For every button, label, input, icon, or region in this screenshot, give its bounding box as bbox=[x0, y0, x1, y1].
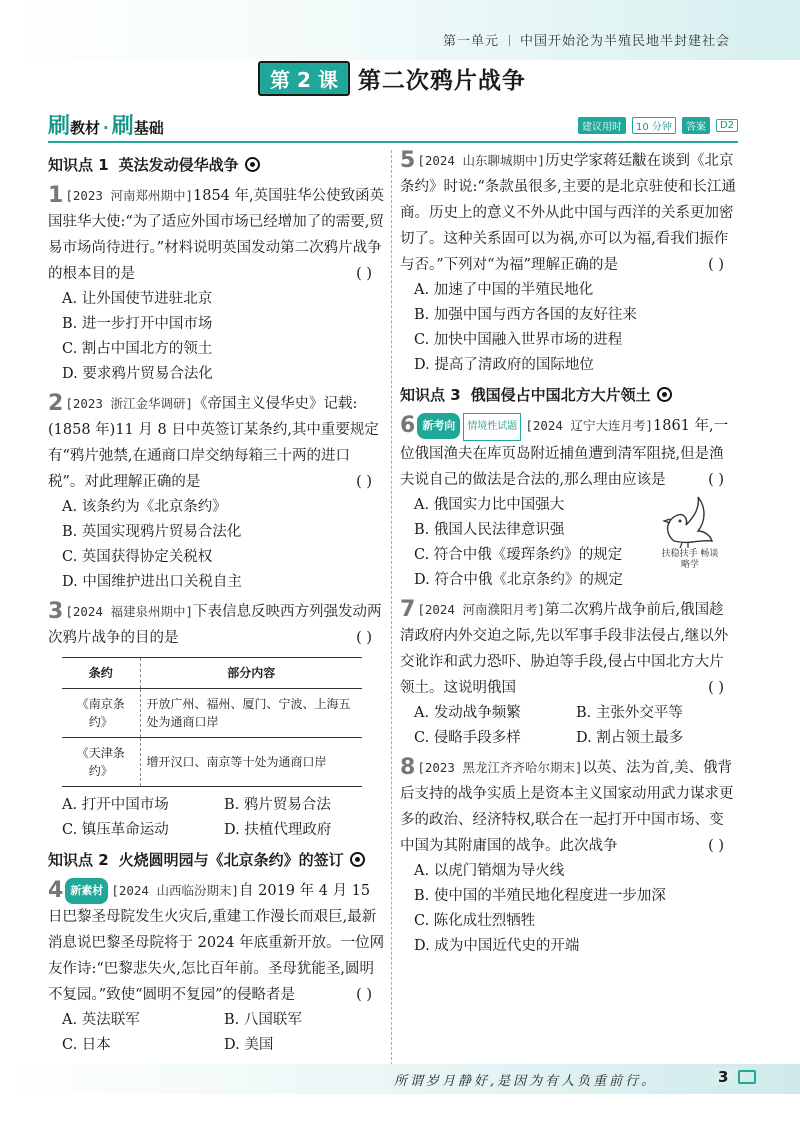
treaty-table bbox=[62, 657, 362, 787]
question-source: [2024 河南濮阳月考] bbox=[417, 602, 545, 617]
question-source: [2024 福建泉州期中] bbox=[65, 604, 193, 619]
option-c[interactable]: C. 加快中国融入世界市场的进程 bbox=[414, 332, 623, 348]
question-text: 以英、法为首,美、俄背后支持的战争实质上是资本主义国家动用武力谋求更多的政治、经济特权,联合在一起打开中国市场、变中国为其附庸国的战争。此次战争 bbox=[400, 760, 734, 854]
option-b[interactable]: B. 使中国的半殖民地化程度进一步加深 bbox=[414, 888, 666, 904]
option-d[interactable]: D. 割占领土最多 bbox=[576, 730, 684, 746]
option-d[interactable]: D. 扶植代理政府 bbox=[224, 822, 332, 838]
option-c[interactable]: C. 割占中国北方的领土 bbox=[62, 341, 213, 357]
left-column bbox=[48, 148, 386, 1062]
option-a[interactable]: A. 发动战争频繁 bbox=[414, 705, 521, 721]
question-number: 5 bbox=[400, 148, 416, 173]
option-a[interactable]: A. 该条约为《北京条约》 bbox=[62, 499, 227, 515]
bird-doodle-icon bbox=[654, 493, 724, 549]
question-text: 下表信息反映西方列强发动两次鸦片战争的目的是 bbox=[48, 604, 382, 646]
kp-title: 火烧圆明园与《北京条约》的签订 bbox=[118, 851, 344, 869]
option-b[interactable]: B. 加强中国与西方各国的友好往来 bbox=[414, 307, 637, 323]
option-c[interactable]: C. 英国获得协定关税权 bbox=[62, 549, 213, 565]
question-7 bbox=[400, 597, 738, 751]
question-source: [2023 浙江金华调研] bbox=[65, 396, 193, 411]
options-grid bbox=[48, 793, 386, 843]
knowledge-point-2 bbox=[48, 849, 386, 870]
answer-blank[interactable]: ( ) bbox=[356, 266, 372, 282]
kp-title: 俄国侵占中国北方大片领土 bbox=[470, 386, 651, 404]
option-b[interactable]: B. 主张外交平等 bbox=[576, 705, 683, 721]
brand-char: 刷 bbox=[111, 114, 134, 139]
brand-dot: · bbox=[103, 119, 109, 137]
new-direction-tag: 新考向 bbox=[417, 413, 460, 439]
option-b[interactable]: B. 英国实现鸦片贸易合法化 bbox=[62, 524, 242, 540]
option-b[interactable]: B. 进一步打开中国市场 bbox=[62, 316, 213, 332]
option-d[interactable]: D. 美国 bbox=[224, 1037, 274, 1053]
question-number: 3 bbox=[48, 599, 64, 624]
answer-label: 答案 bbox=[682, 117, 710, 134]
kp-number: 知识点 3 bbox=[400, 386, 461, 404]
answer-blank[interactable]: ( ) bbox=[708, 680, 724, 696]
new-material-tag: 新素材 bbox=[65, 878, 108, 904]
question-6 bbox=[400, 413, 738, 593]
suggest-time-label: 建议用时 bbox=[578, 117, 626, 134]
situational-tag: 情境性试题 bbox=[463, 413, 521, 441]
section-bar bbox=[48, 107, 738, 143]
question-2 bbox=[48, 391, 386, 595]
question-text: 《帝国主义侵华史》记载:(1858 年)11 月 8 日中英签订某条约,其中重要规定有“鸦片弛禁,在通商口岸交纳每箱三十两的进口税”。对此理解正确的是 bbox=[48, 396, 379, 490]
options-grid bbox=[400, 701, 738, 751]
table-cell: 《南京条约》 bbox=[62, 689, 140, 738]
answer-blank[interactable]: ( ) bbox=[356, 630, 372, 646]
table-header-row bbox=[62, 658, 362, 689]
target-icon bbox=[657, 387, 672, 402]
table-row bbox=[62, 689, 362, 738]
unit-title: 中国开始沦为半殖民地半封建社会 bbox=[519, 34, 730, 49]
option-d[interactable]: D. 提高了清政府的国际地位 bbox=[414, 357, 594, 373]
table-cell: 增开汉口、南京等十处为通商口岸 bbox=[140, 738, 362, 787]
answer-blank[interactable]: ( ) bbox=[708, 472, 724, 488]
question-text: 第二次鸦片战争前后,俄国趁清政府内外交迫之际,先以军事手段非法侵占,继以外交讹诈和武力恐吓、胁迫等手段,侵占中国北方大片领土。这说明俄国 bbox=[400, 602, 729, 696]
header-separator bbox=[509, 35, 510, 46]
lesson-title: 第二次鸦片战争 bbox=[357, 67, 526, 94]
section-meta bbox=[578, 117, 738, 134]
question-5 bbox=[400, 148, 738, 378]
brand-sub: 基础 bbox=[133, 119, 164, 137]
options-grid bbox=[48, 1008, 386, 1058]
option-a[interactable]: A. 让外国使节进驻北京 bbox=[62, 291, 213, 307]
question-3 bbox=[48, 599, 386, 843]
option-a[interactable]: A. 加速了中国的半殖民地化 bbox=[414, 282, 594, 298]
option-a[interactable]: A. 俄国实力比中国强大 bbox=[414, 497, 565, 513]
option-b[interactable]: B. 八国联军 bbox=[224, 1012, 302, 1028]
kp-title: 英法发动侵华战争 bbox=[118, 156, 239, 174]
sketch-caption: 扶稳扶手 畅谈略学 bbox=[661, 549, 719, 570]
question-number: 7 bbox=[400, 597, 416, 622]
running-header bbox=[443, 30, 730, 49]
question-number: 8 bbox=[400, 755, 416, 780]
footer-motto: 所谓岁月静好,是因为有人负重前行。 bbox=[394, 1074, 658, 1089]
question-8 bbox=[400, 755, 738, 959]
question-source: [2023 黑龙江齐齐哈尔期末] bbox=[417, 760, 583, 775]
bird-sketch bbox=[654, 493, 724, 571]
option-c[interactable]: C. 侵略手段多样 bbox=[414, 730, 521, 746]
options-with-sketch bbox=[400, 493, 738, 593]
option-d[interactable]: D. 成为中国近代史的开端 bbox=[414, 938, 580, 954]
knowledge-point-3 bbox=[400, 384, 738, 405]
knowledge-point-1 bbox=[48, 154, 386, 175]
answer-blank[interactable]: ( ) bbox=[356, 474, 372, 490]
kp-number: 知识点 2 bbox=[48, 851, 109, 869]
option-c[interactable]: C. 日本 bbox=[62, 1037, 111, 1053]
column-divider bbox=[391, 150, 392, 1070]
option-d[interactable]: D. 要求鸦片贸易合法化 bbox=[62, 366, 213, 382]
suggest-time-value: 10 分钟 bbox=[632, 117, 676, 134]
question-text: 自 2019 年 4 月 15 日巴黎圣母院发生火灾后,重建工作漫长而艰巨,最新消息说巴黎圣母院将于 2024 年底重新开放。一位网友作诗:“巴黎悲失火,怎比百年前。圣母犹能圣,圆明不复园。”致使“圆明不复园”的侵略者是 bbox=[48, 883, 385, 1003]
question-source: [2024 山西临汾期末] bbox=[111, 883, 239, 898]
table-cell: 《天津条约》 bbox=[62, 738, 140, 787]
target-icon bbox=[350, 852, 365, 867]
question-1 bbox=[48, 183, 386, 387]
lesson-title-block bbox=[258, 62, 526, 94]
option-a[interactable]: A. 以虎门销烟为导火线 bbox=[414, 863, 565, 879]
option-c[interactable]: C. 陈化成壮烈牺牲 bbox=[414, 913, 536, 929]
option-b[interactable]: B. 俄国人民法律意识强 bbox=[414, 522, 565, 538]
question-number: 4 bbox=[48, 878, 64, 903]
answer-blank[interactable]: ( ) bbox=[356, 987, 372, 1003]
brand-sub: 教材 bbox=[70, 119, 101, 137]
question-text: 1854 年,英国驻华公使致函英国驻华大使:“为了适应外国市场已经增加了的需要,贸易市场尚待进行。”材料说明英国发动第二次鸦片战争的根本目的是 bbox=[48, 188, 385, 282]
option-d[interactable]: D. 符合中俄《北京条约》的规定 bbox=[414, 572, 623, 588]
table-row bbox=[62, 738, 362, 787]
target-icon bbox=[245, 157, 260, 172]
page-number: 3 bbox=[712, 1068, 734, 1086]
table-cell: 开放广州、福州、厦门、宁波、上海五处为通商口岸 bbox=[140, 689, 362, 738]
lesson-number-badge: 第 2 课 bbox=[258, 61, 350, 96]
question-source: [2024 山东聊城期中] bbox=[417, 153, 545, 168]
answer-blank[interactable]: ( ) bbox=[708, 257, 724, 273]
question-number: 6 bbox=[400, 413, 416, 438]
question-text: 历史学家蒋廷黻在谈到《北京条约》时说:“条款虽很多,主要的是北京驻使和长江通商。历史上的意义不外从此中国与西洋的关系更加密切了。这种关系固可以为祸,亦可以为福,看我们振作与否。”下列对“为福”理解正确的是 bbox=[400, 153, 736, 273]
option-b[interactable]: B. 鸦片贸易合法 bbox=[224, 797, 331, 813]
table-header: 部分内容 bbox=[140, 658, 362, 689]
question-text: 1861 年,一位俄国渔夫在库页岛附近捕鱼遭到清军阻挠,但是渔夫说自己的做法是合法的,那么理由应该是 bbox=[400, 418, 729, 488]
right-column bbox=[400, 148, 738, 963]
unit-label: 第一单元 bbox=[442, 34, 499, 49]
question-number: 2 bbox=[48, 391, 64, 416]
section-brand bbox=[48, 109, 164, 140]
question-source: [2023 河南郑州期中] bbox=[65, 188, 193, 203]
question-source: [2024 辽宁大连月考] bbox=[525, 418, 653, 433]
option-a[interactable]: A. 英法联军 bbox=[62, 1012, 140, 1028]
option-d[interactable]: D. 中国维护进出口关税自主 bbox=[62, 574, 242, 590]
question-number: 1 bbox=[48, 183, 64, 208]
answer-blank[interactable]: ( ) bbox=[708, 838, 724, 854]
option-a[interactable]: A. 打开中国市场 bbox=[62, 797, 169, 813]
table-header: 条约 bbox=[62, 658, 140, 689]
book-icon bbox=[738, 1070, 756, 1084]
kp-number: 知识点 1 bbox=[48, 156, 109, 174]
question-4 bbox=[48, 878, 386, 1058]
brand-char: 刷 bbox=[48, 114, 71, 139]
answer-page: D2 bbox=[716, 119, 738, 132]
option-c[interactable]: C. 镇压革命运动 bbox=[62, 822, 169, 838]
option-c[interactable]: C. 符合中俄《瑷珲条约》的规定 bbox=[414, 547, 623, 563]
